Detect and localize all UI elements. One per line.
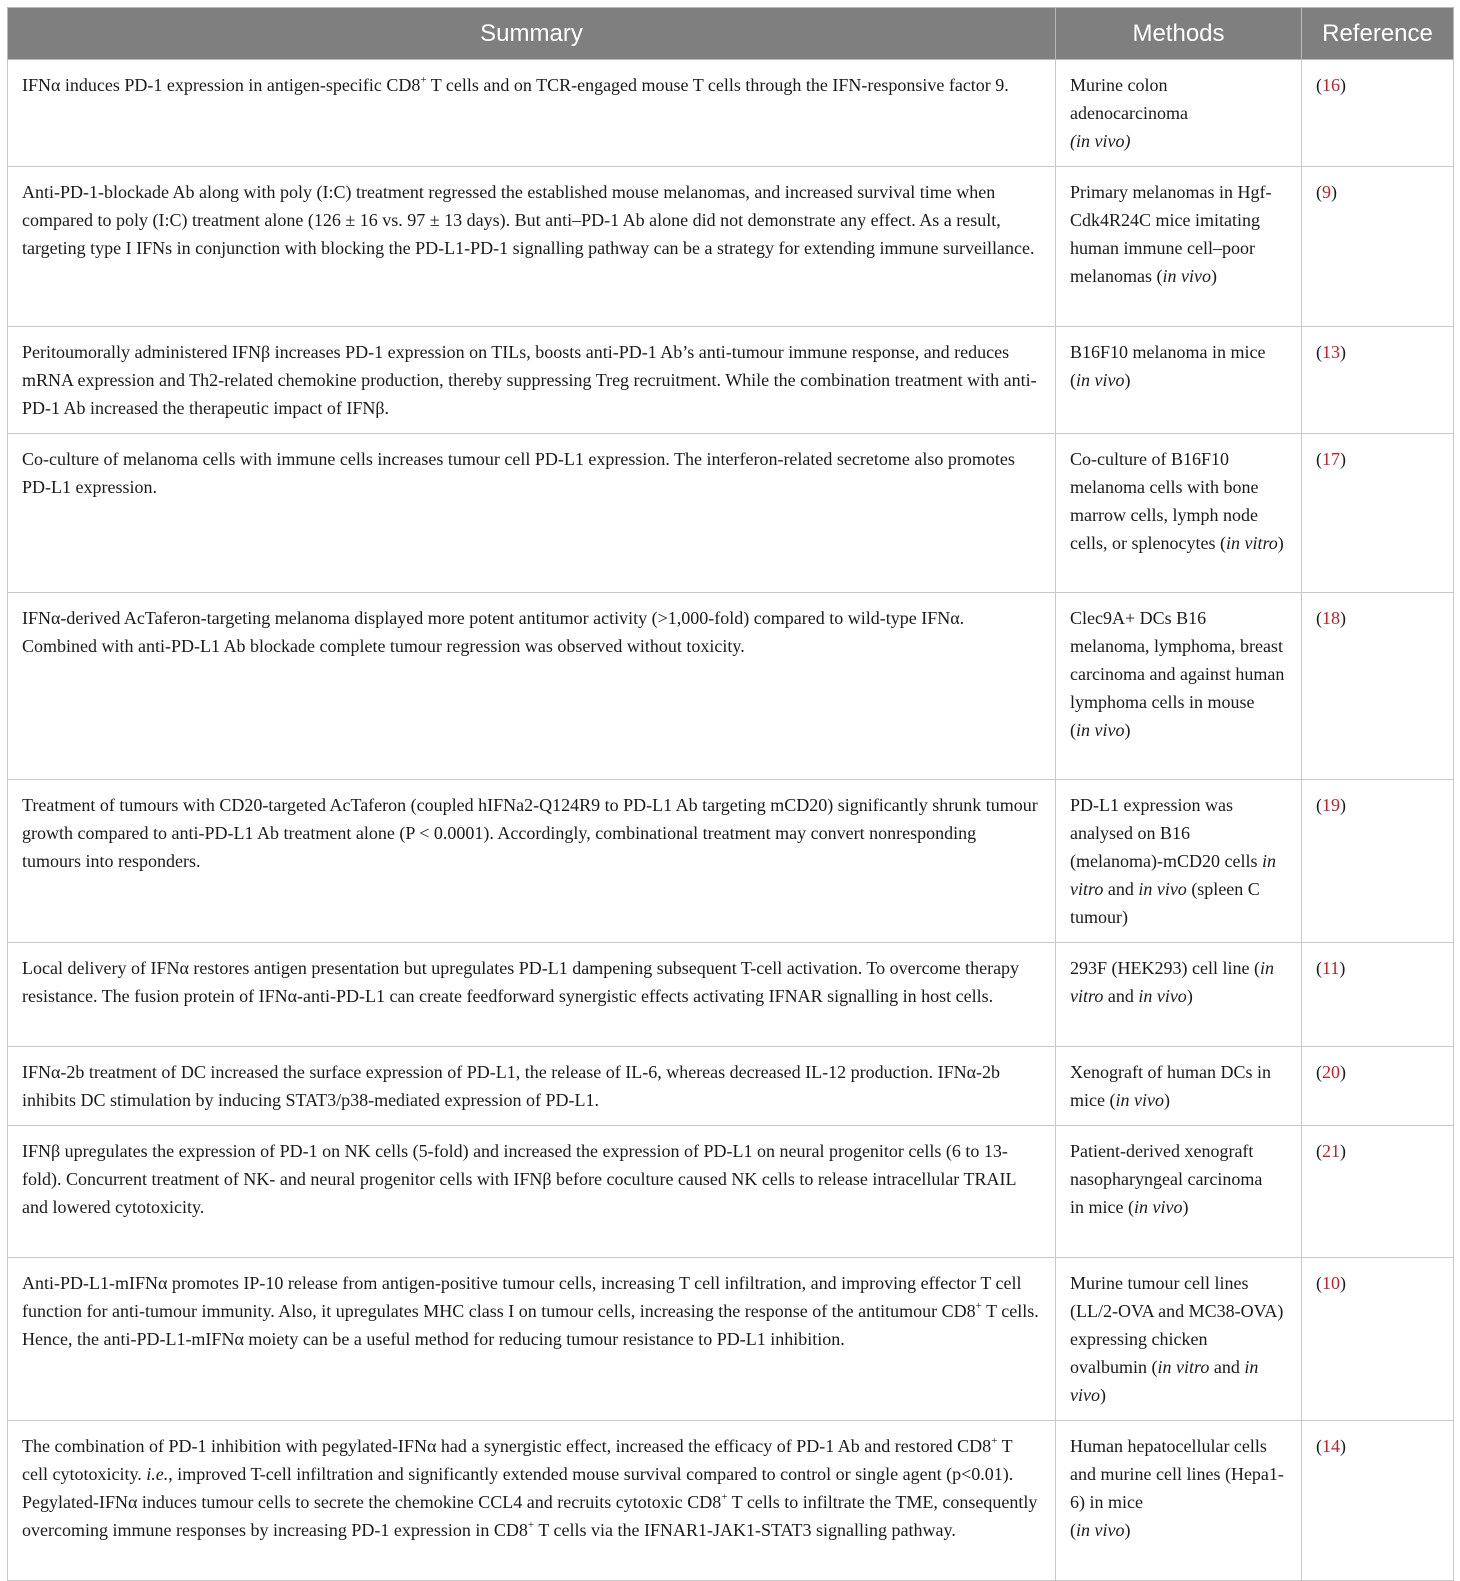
methods-cell: Murine colon adenocarcinoma (in vivo) xyxy=(1056,60,1302,167)
reference-cell: (14) xyxy=(1302,1421,1454,1581)
table-row xyxy=(8,60,1454,167)
summary-cell: Treatment of tumours with CD20-targeted AcTaferon (coupled hIFNa2-Q124R9 to PD-L1 Ab targeting mCD20) significantly shrunk tumour growth compared to anti-PD-L1 Ab treatment alone (P < 0.0001). Accordingly, combinational treatment may convert nonresponding tumours into responders. xyxy=(8,780,1056,943)
table-row xyxy=(8,780,1454,943)
reference-link[interactable]: 18 xyxy=(1322,608,1340,628)
reference-link[interactable]: 20 xyxy=(1322,1062,1340,1082)
reference-link[interactable]: 10 xyxy=(1322,1273,1340,1293)
methods-cell: Clec9A+ DCs B16 melanoma, lymphoma, breast carcinoma and against human lymphoma cells in mouse (in vivo) xyxy=(1056,593,1302,780)
table-row xyxy=(8,327,1454,434)
header-reference: Reference xyxy=(1302,8,1454,60)
reference-link[interactable]: 9 xyxy=(1322,182,1331,202)
methods-cell: B16F10 melanoma in mice (in vivo) xyxy=(1056,327,1302,434)
summary-cell: IFNα-derived AcTaferon-targeting melanoma displayed more potent antitumor activity (>1,000-fold) compared to wild-type IFNα. Combined with anti-PD-L1 Ab blockade complete tumour regression was observed without toxicity. xyxy=(8,593,1056,780)
reference-cell: (10) xyxy=(1302,1258,1454,1421)
reference-cell: (20) xyxy=(1302,1047,1454,1126)
reference-link[interactable]: 11 xyxy=(1322,958,1340,978)
table-row xyxy=(8,1421,1454,1581)
summary-cell: IFNα induces PD-1 expression in antigen-specific CD8+ T cells and on TCR-engaged mouse T cells through the IFN-responsive factor 9. xyxy=(8,60,1056,167)
reference-link[interactable]: 21 xyxy=(1322,1141,1340,1161)
methods-cell: Patient-derived xenograft nasopharyngeal carcinoma in mice (in vivo) xyxy=(1056,1126,1302,1258)
summary-cell: Local delivery of IFNα restores antigen presentation but upregulates PD-L1 dampening subsequent T-cell activation. To overcome therapy resistance. The fusion protein of IFNα-anti-PD-L1 can create feedforward synergistic effects activating IFNAR signalling in host cells. xyxy=(8,943,1056,1047)
methods-cell: PD-L1 expression was analysed on B16 (melanoma)-mCD20 cells in vitro and in vivo (spleen C tumour) xyxy=(1056,780,1302,943)
reference-link[interactable]: 14 xyxy=(1322,1436,1340,1456)
methods-cell: 293F (HEK293) cell line (in vitro and in vivo) xyxy=(1056,943,1302,1047)
table-row xyxy=(8,167,1454,327)
summary-cell: Anti-PD-1-blockade Ab along with poly (I:C) treatment regressed the established mouse melanomas, and increased survival time when compared to poly (I:C) treatment alone (126 ± 16 vs. 97 ± 13 days). But anti–PD-1 Ab alone did not demonstrate any effect. As a result, targeting type I IFNs in conjunction with blocking the PD-L1-PD-1 signalling pathway can be a strategy for extending immune surveillance. xyxy=(8,167,1056,327)
reference-cell: (19) xyxy=(1302,780,1454,943)
header-methods: Methods xyxy=(1056,8,1302,60)
reference-cell: (17) xyxy=(1302,434,1454,593)
table-body xyxy=(8,60,1454,1581)
header-row xyxy=(8,8,1454,60)
summary-cell: IFNβ upregulates the expression of PD-1 on NK cells (5-fold) and increased the expression of PD-L1 on neural progenitor cells (6 to 13-fold). Concurrent treatment of NK- and neural progenitor cells with IFNβ before coculture caused NK cells to release intracellular TRAIL and lowered cytotoxicity. xyxy=(8,1126,1056,1258)
header-summary: Summary xyxy=(8,8,1056,60)
summary-cell: Peritoumorally administered IFNβ increases PD-1 expression on TILs, boosts anti-PD-1 Ab’s anti-tumour immune response, and reduces mRNA expression and Th2-related chemokine production, thereby suppressing Treg recruitment. While the combination treatment with anti-PD-1 Ab increased the therapeutic impact of IFNβ. xyxy=(8,327,1056,434)
methods-cell: Xenograft of human DCs in mice (in vivo) xyxy=(1056,1047,1302,1126)
table-row xyxy=(8,1126,1454,1258)
methods-cell: Murine tumour cell lines (LL/2-OVA and MC38-OVA) expressing chicken ovalbumin (in vitro and in vivo) xyxy=(1056,1258,1302,1421)
reference-cell: (9) xyxy=(1302,167,1454,327)
table-row xyxy=(8,593,1454,780)
reference-link[interactable]: 16 xyxy=(1322,75,1340,95)
reference-link[interactable]: 19 xyxy=(1322,795,1340,815)
summary-cell: IFNα-2b treatment of DC increased the surface expression of PD-L1, the release of IL-6, whereas decreased IL-12 production. IFNα-2b inhibits DC stimulation by inducing STAT3/p38-mediated expression of PD-L1. xyxy=(8,1047,1056,1126)
table-row xyxy=(8,1258,1454,1421)
reference-cell: (21) xyxy=(1302,1126,1454,1258)
summary-cell: Co-culture of melanoma cells with immune cells increases tumour cell PD-L1 expression. The interferon-related secretome also promotes PD-L1 expression. xyxy=(8,434,1056,593)
methods-cell: Primary melanomas in Hgf-Cdk4R24C mice imitating human immune cell–poor melanomas (in vivo) xyxy=(1056,167,1302,327)
reference-cell: (18) xyxy=(1302,593,1454,780)
table-row xyxy=(8,943,1454,1047)
reference-cell: (11) xyxy=(1302,943,1454,1047)
reference-link[interactable]: 13 xyxy=(1322,342,1340,362)
summary-cell: The combination of PD-1 inhibition with pegylated-IFNα had a synergistic effect, increased the efficacy of PD-1 Ab and restored CD8+ T cell cytotoxicity. i.e., improved T-cell infiltration and significantly extended mouse survival compared to control or single agent (p<0.01). Pegylated-IFNα induces tumour cells to secrete the chemokine CCL4 and recruits cytotoxic CD8+ T cells to infiltrate the TME, consequently overcoming immune responses by increasing PD-1 expression in CD8+ T cells via the IFNAR1-JAK1-STAT3 signalling pathway. xyxy=(8,1421,1056,1581)
summary-cell: Anti-PD-L1-mIFNα promotes IP-10 release from antigen-positive tumour cells, increasing T cell infiltration, and improving effector T cell function for anti-tumour immunity. Also, it upregulates MHC class I on tumour cells, increasing the response of the antitumour CD8+ T cells. Hence, the anti-PD-L1-mIFNα moiety can be a useful method for reducing tumour resistance to PD-L1 inhibition. xyxy=(8,1258,1056,1421)
reference-cell: (16) xyxy=(1302,60,1454,167)
methods-cell: Co-culture of B16F10 melanoma cells with bone marrow cells, lymph node cells, or splenocytes (in vitro) xyxy=(1056,434,1302,593)
summary-table xyxy=(7,7,1454,1581)
table-row xyxy=(8,434,1454,593)
reference-cell: (13) xyxy=(1302,327,1454,434)
methods-cell: Human hepatocellular cells and murine cell lines (Hepa1-6) in mice (in vivo) xyxy=(1056,1421,1302,1581)
reference-link[interactable]: 17 xyxy=(1322,449,1340,469)
table-row xyxy=(8,1047,1454,1126)
